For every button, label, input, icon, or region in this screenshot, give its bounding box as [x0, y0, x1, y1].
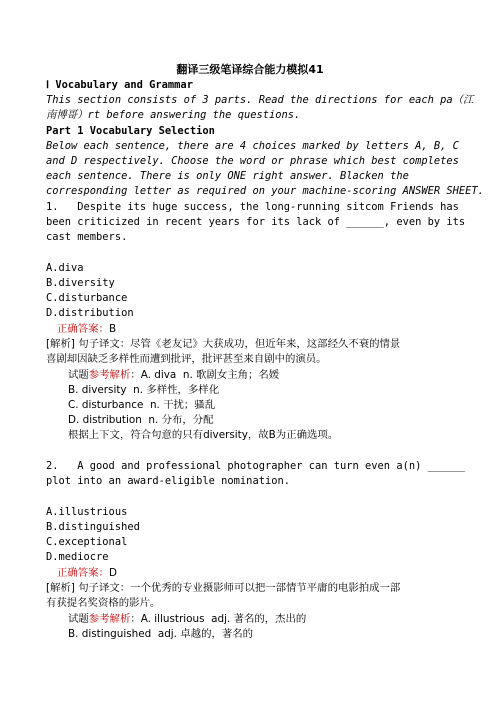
part-desc-line: Below each sentence, there are 4 choices marked by letters A, B, C [46, 140, 459, 152]
correct-answer [57, 566, 117, 581]
conclusion-line: 根据上下文，符合句意的只有diversity，故B为正确选项。 [68, 429, 339, 441]
ref-first: ：A. illustrious adj. 著名的，杰出的 [130, 613, 307, 625]
question-stem-line: 1. Despite its huge success, the long-running sitcom Friends has [46, 201, 459, 213]
ref-first: ：A. diva n. 歌剧女主角；名媛 [130, 369, 280, 381]
answer-label: 正确答案： [57, 323, 109, 335]
correct-answer [57, 322, 116, 337]
ref-label: 参考解析 [88, 369, 131, 381]
answer-value: B [108, 323, 117, 335]
ref-prefix: 试题 [68, 613, 89, 625]
reference-analysis [68, 368, 279, 383]
ref-prefix: 试题 [68, 369, 89, 381]
option-b: B.distinguished [46, 521, 140, 533]
analysis-line: [解析] 句子译文：尽管《老友记》大获成功，但近年来，这部经久不衰的情景 [46, 338, 401, 350]
question-stem-line: been criticized in recent years for its lack of ______, even by its [46, 216, 466, 228]
part-desc-line: and D respectively. Choose the word or phrase which best completes [46, 155, 459, 167]
option-c: C.disturbance [46, 292, 128, 304]
option-b: B.diversity [46, 277, 115, 289]
question-stem-line: plot into an award-eligible nomination. [46, 475, 290, 487]
section-desc-line: 南博哥）rt before answering the questions. [46, 109, 301, 121]
reference-analysis [68, 612, 306, 627]
option-c: C.exceptional [46, 536, 128, 548]
ref-line: C. disturbance n. 干扰；骚乱 [68, 399, 216, 411]
page-title: 翻译三级笔译综合能力模拟41 [176, 63, 324, 76]
part-desc-line: each sentence. There is only ONE right answer. Blacken the [46, 170, 409, 182]
section-heading: Ⅰ Vocabulary and Grammar [46, 79, 193, 91]
ref-line: B. diversity n. 多样性，多样化 [68, 384, 220, 396]
ref-label: 参考解析 [88, 613, 131, 625]
question-stem-line: cast members. [46, 231, 128, 243]
option-a: A.illustrious [46, 506, 128, 518]
analysis-line: 有获提名奖资格的影片。 [46, 597, 161, 609]
section-desc-line: This section consists of 3 parts. Read the directions for each pa（江 [46, 94, 474, 106]
analysis-line: 喜剧却因缺乏多样性而遭到批评，批评甚至来自剧中的演员。 [46, 353, 327, 365]
option-a: A.diva [46, 262, 84, 274]
ref-line: B. distinguished adj. 卓越的，著名的 [68, 628, 254, 640]
part-desc-line: corresponding letter as required on your machine-scoring ANSWER SHEET. [46, 185, 484, 197]
ref-line: D. distribution n. 分布，分配 [68, 414, 214, 426]
option-d: D.mediocre [46, 551, 109, 563]
analysis-line: [解析] 句子译文：一个优秀的专业摄影师可以把一部情节平庸的电影拍成一部 [46, 582, 401, 594]
question-stem-line: 2. A good and professional photographer can turn even a(n) ______ [46, 460, 466, 472]
answer-label: 正确答案： [57, 567, 109, 579]
answer-value: D [108, 567, 117, 579]
option-d: D.distribution [46, 307, 134, 319]
part-heading: Part 1 Vocabulary Selection [46, 125, 215, 137]
